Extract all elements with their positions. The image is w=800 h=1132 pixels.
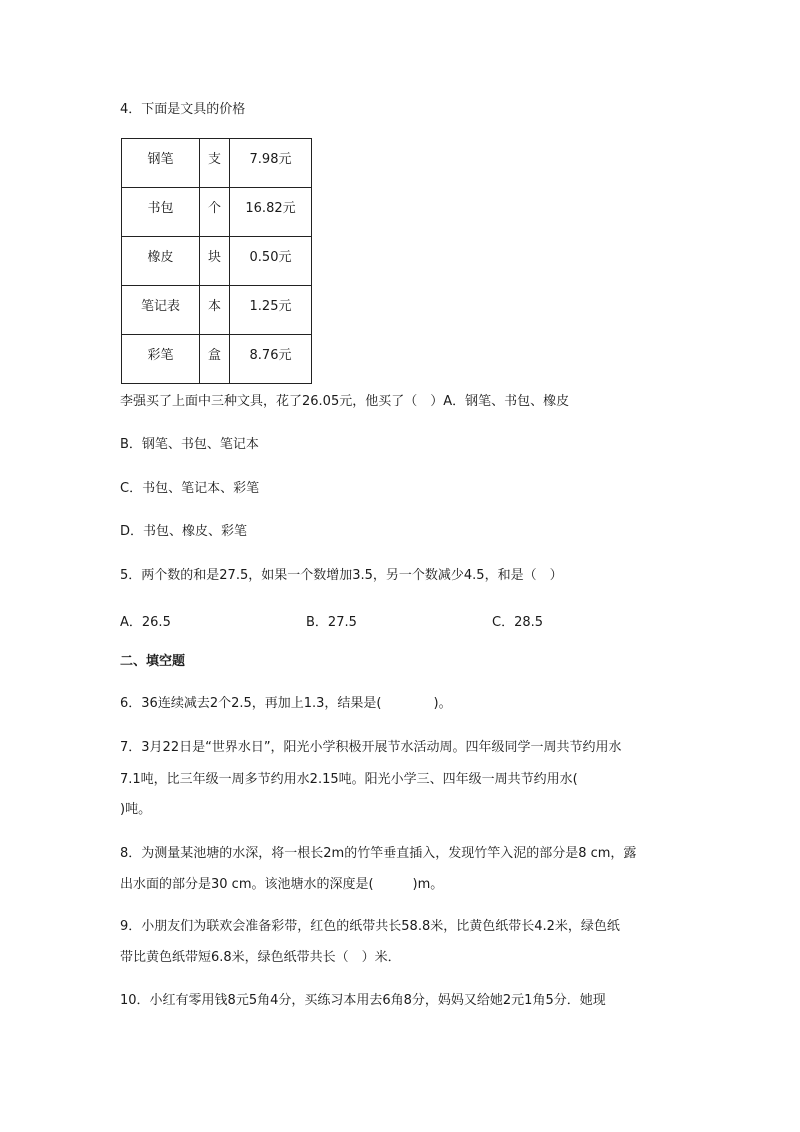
q9-line-1: 9．小朋友们为联欢会准备彩带，红色的纸带共长58.8米，比黄色纸带长4.2米，绿色纸 [120,919,620,934]
q7-line-3: )吨。 [120,802,152,817]
price-unit-cell: 支 [200,139,230,188]
q5-option-b: B．27.5 [306,615,357,630]
price-unit-cell: 块 [200,237,230,286]
price-row [122,188,312,237]
price-item-cell: 笔记表 [122,286,200,335]
price-value-cell: 8.76元 [230,335,312,384]
q8-line-1: 8．为测量某池塘的水深，将一根长2m的竹竿垂直插入，发现竹竿入泥的部分是8 cm，露 [120,846,637,861]
price-value-cell: 1.25元 [230,286,312,335]
price-row [122,139,312,188]
price-row [122,286,312,335]
price-table [121,138,312,384]
price-value-cell: 7.98元 [230,139,312,188]
price-item-cell: 橡皮 [122,237,200,286]
price-unit-cell: 个 [200,188,230,237]
price-row [122,237,312,286]
price-value-cell: 16.82元 [230,188,312,237]
price-unit-cell: 盒 [200,335,230,384]
q5-option-c: C．28.5 [492,615,544,630]
q7-line-1: 7．3月22日是“世界水日”，阳光小学积极开展节水活动周。四年级同学一周共节约用水 [120,740,622,755]
q9-line-2: 带比黄色纸带短6.8米，绿色纸带共长（ ）米． [120,950,401,965]
q4-option-c: C．书包、笔记本、彩笔 [120,481,260,496]
price-value-cell: 0.50元 [230,237,312,286]
q4-option-b: B．钢笔、书包、笔记本 [120,437,259,452]
q7-line-2: 7.1吨，比三年级一周多节约用水2.15吨。阳光小学三、四年级一周共节约用水( [120,772,578,787]
q8-line-2: 出水面的部分是30 cm。该池塘水的深度是( )m。 [120,877,444,892]
q6-text: 6．36连续减去2个2.5，再加上1.3，结果是( )。 [120,696,452,711]
q5-question: 5．两个数的和是27.5，如果一个数增加3.5，另一个数减少4.5，和是（ ） [120,568,563,583]
q5-option-a: A．26.5 [120,615,171,630]
price-item-cell: 书包 [122,188,200,237]
q4-option-d: D．书包、橡皮、彩笔 [120,524,248,539]
price-unit-cell: 本 [200,286,230,335]
price-item-cell: 钢笔 [122,139,200,188]
price-row [122,335,312,384]
section-heading: 二、填空题 [120,654,186,669]
q4-question: 李强买了上面中三种文具，花了26.05元，他买了（ ）A．钢笔、书包、橡皮 [120,394,570,409]
q4-title: 4．下面是文具的价格 [120,102,246,117]
price-item-cell: 彩笔 [122,335,200,384]
q10-line-1: 10．小红有零用钱8元5角4分，买练习本用去6角8分，妈妈又给她2元1角5分．她现 [120,993,606,1008]
